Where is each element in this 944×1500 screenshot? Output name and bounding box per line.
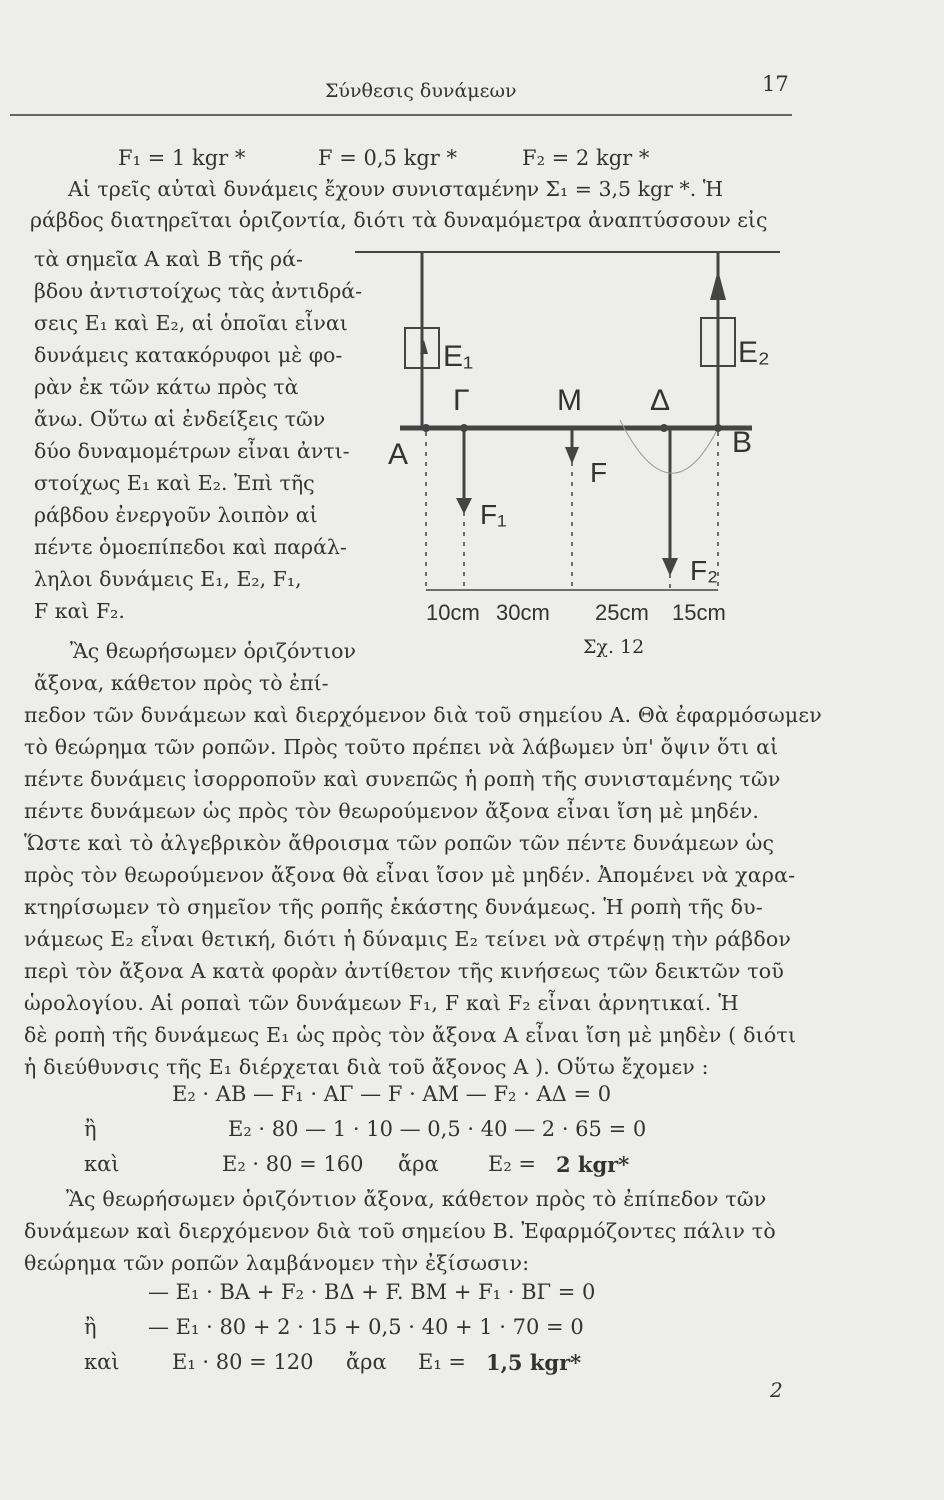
equation-a1: E₂ · ΑΒ — F₁ · ΑΓ — F · ΑΜ — F₂ · ΑΔ = 0 bbox=[172, 1082, 612, 1106]
body2-line: Ἂς θεωρήσωμεν ὁριζόντιον ἄξονα, κάθετον πρὸς τὸ ἐπίπεδον τῶν bbox=[66, 1187, 767, 1211]
body-line: ἡ διεύθυνσις τῆς E₁ διέρχεται διὰ τοῦ ἄξονος Α ). Οὕτω ἔχομεν : bbox=[24, 1055, 709, 1079]
equation-b3-result-label: E₁ = bbox=[418, 1350, 467, 1374]
side-line: ράβδου ἐνεργοῦν λοιπὸν αἱ bbox=[34, 503, 318, 527]
equation-a3-result-value: 2 kgr* bbox=[556, 1152, 630, 1177]
label-f: F bbox=[590, 457, 608, 488]
point-g-dot bbox=[460, 424, 468, 432]
side-line: βδου ἀντιστοίχως τὰς ἀντιδρά- bbox=[34, 279, 363, 303]
label-e1: E₁ bbox=[443, 340, 474, 373]
equation-b2-prefix: ἢ bbox=[84, 1315, 97, 1339]
label-e2: E₂ bbox=[738, 336, 770, 369]
body-line: τὸ θεώρημα τῶν ροπῶν. Πρὸς τοῦτο πρέπει νὰ λάβωμεν ὑπ' ὄψιν ὅτι αἱ bbox=[24, 735, 779, 759]
side-line: F καὶ F₂. bbox=[34, 599, 125, 623]
signature-mark: 2 bbox=[770, 1378, 783, 1402]
equation-a3-mid: ἄρα bbox=[398, 1152, 439, 1176]
body-line: Ὥστε καὶ τὸ ἀλγεβρικὸν ἄθροισμα τῶν ροπῶν τῶν πέντε δυνάμεων ὡς bbox=[24, 831, 775, 855]
label-f1: F₁ bbox=[480, 499, 507, 530]
equation-b1: — E₁ · ΒΑ + F₂ · ΒΔ + F. ΒΜ + F₁ · ΒΓ = 0 bbox=[148, 1280, 596, 1304]
side-line: τὰ σημεῖα Α καὶ Β τῆς ρά- bbox=[34, 247, 303, 271]
equation-b3-prefix: καὶ bbox=[84, 1350, 120, 1374]
label-f2: F₂ bbox=[690, 555, 718, 586]
label-g: Γ bbox=[453, 384, 470, 417]
side-line: ἄνω. Οὕτω αἱ ἐνδείξεις τῶν bbox=[34, 407, 326, 431]
side-line: στοίχως E₁ καὶ E₂. Ἐπὶ τῆς bbox=[34, 471, 315, 495]
body-line: πεδον τῶν δυνάμεων καὶ διερχόμενον διὰ τοῦ σημείου Α. Θὰ ἐφαρμόσωμεν bbox=[24, 703, 822, 727]
page-number: 17 bbox=[762, 72, 789, 96]
equation-a3: E₂ · 80 = 160 bbox=[222, 1152, 364, 1176]
body-line: δὲ ροπὴ τῆς δυνάμεως E₁ ὡς πρὸς τὸν ἄξονα Α εἶναι ἴση μὲ μηδὲν ( διότι bbox=[24, 1023, 797, 1047]
body2-line: θεώρημα τῶν ροπῶν λαμβάνομεν τὴν ἐξίσωσιν: bbox=[24, 1251, 530, 1275]
side-line: ἄξονα, κάθετον πρὸς τὸ ἐπί- bbox=[34, 671, 329, 695]
equation-b2: — E₁ · 80 + 2 · 15 + 0,5 · 40 + 1 · 70 = 0 bbox=[148, 1315, 584, 1339]
running-header-title: Σύνθεσις δυνάμεων bbox=[325, 80, 517, 102]
dim-25cm: 25cm bbox=[595, 600, 649, 625]
side-line: πέντε ὁμοεπίπεδοι καὶ παράλ- bbox=[34, 535, 347, 559]
side-line: σεις E₁ καὶ E₂, αἱ ὁποῖαι εἶναι bbox=[34, 311, 348, 335]
figure-caption: Σχ. 12 bbox=[583, 636, 645, 658]
dim-30cm: 30cm bbox=[496, 600, 550, 625]
side-line: δύο δυναμομέτρων εἶναι ἀντι- bbox=[34, 439, 350, 463]
equation-b3-result-value: 1,5 kgr* bbox=[486, 1350, 582, 1375]
equation-a2-prefix: ἢ bbox=[84, 1117, 97, 1141]
body-line: πρὸς τὸν θεωρούμενον ἄξονα θὰ εἶναι ἴσον μὲ μηδέν. Ἀπομένει νὰ χαρα- bbox=[24, 863, 796, 887]
point-b-dot bbox=[714, 424, 722, 432]
body-line: νάμεως E₂ εἶναι θετική, διότι ἡ δύναμις E₂ τείνει νὰ στρέψῃ τὴν ράβδον bbox=[24, 927, 792, 951]
intro-line: Αἱ τρεῖς αὐταὶ δυνάμεις ἔχουν συνισταμένην Σ₁ = 3,5 kgr *. Ἡ bbox=[68, 177, 724, 201]
side-line: ρὰν ἐκ τῶν κάτω πρὸς τὰ bbox=[34, 375, 299, 399]
dim-15cm: 15cm bbox=[672, 600, 726, 625]
label-d: Δ bbox=[650, 384, 671, 417]
label-b: Β bbox=[732, 426, 753, 459]
f2-arrow-head bbox=[662, 558, 678, 576]
dim-10cm: 10cm bbox=[426, 600, 480, 625]
f-arrow-head bbox=[565, 447, 579, 464]
given-f: F = 0,5 kgr * bbox=[318, 146, 457, 170]
given-f1: F₁ = 1 kgr * bbox=[118, 146, 246, 170]
e2-arrow-head bbox=[710, 270, 726, 300]
body-line: κτηρίσωμεν τὸ σημεῖον τῆς ροπῆς ἑκάστης δυνάμεως. Ἡ ροπὴ τῆς δυ- bbox=[24, 895, 763, 919]
equation-a3-prefix: καὶ bbox=[84, 1152, 120, 1176]
body-line: περὶ τὸν ἄξονα Α κατὰ φορὰν ἀντίθετον τῆς κινήσεως τῶν δεικτῶν τοῦ bbox=[24, 959, 784, 983]
equation-b3-mid: ἄρα bbox=[346, 1350, 387, 1374]
side-line: ληλοι δυνάμεις E₁, E₂, F₁, bbox=[34, 567, 302, 591]
label-a: Α bbox=[388, 438, 409, 471]
equation-a3-result-label: E₂ = bbox=[488, 1152, 537, 1176]
side-line: Ἂς θεωρήσωμεν ὁριζόντιον bbox=[70, 639, 356, 663]
equation-b3: E₁ · 80 = 120 bbox=[172, 1350, 314, 1374]
point-d-dot bbox=[660, 424, 668, 432]
given-f2: F₂ = 2 kgr * bbox=[522, 146, 650, 170]
body2-line: δυνάμεων καὶ διερχόμενον διὰ τοῦ σημείου Β. Ἐφαρμόζοντες πάλιν τὸ bbox=[24, 1219, 776, 1243]
side-line: δυνάμεις κατακόρυφοι μὲ φο- bbox=[34, 343, 343, 367]
body-line: πέντε δυνάμεις ἰσορροποῦν καὶ συνεπῶς ἡ ροπὴ τῆς συνισταμένης τῶν bbox=[24, 767, 781, 791]
f1-arrow-head bbox=[456, 498, 472, 514]
equation-a2: E₂ · 80 — 1 · 10 — 0,5 · 40 — 2 · 65 = 0 bbox=[228, 1117, 647, 1141]
intro-line: ράβδος διατηρεῖται ὁριζοντία, διότι τὰ δυναμόμετρα ἀναπτύσσουν εἰς bbox=[30, 208, 768, 232]
body-line: πέντε δυνάμεων ὡς πρὸς τὸν θεωρούμενον ἄξονα εἶναι ἴση μὲ μηδέν. bbox=[24, 799, 760, 823]
label-m: Μ bbox=[557, 384, 582, 417]
body-line: ὡρολογίου. Αἱ ροπαὶ τῶν δυνάμεων F₁, F καὶ F₂ εἶναι ἀρνητικαί. Ἡ bbox=[24, 991, 739, 1015]
point-a-dot bbox=[422, 424, 430, 432]
